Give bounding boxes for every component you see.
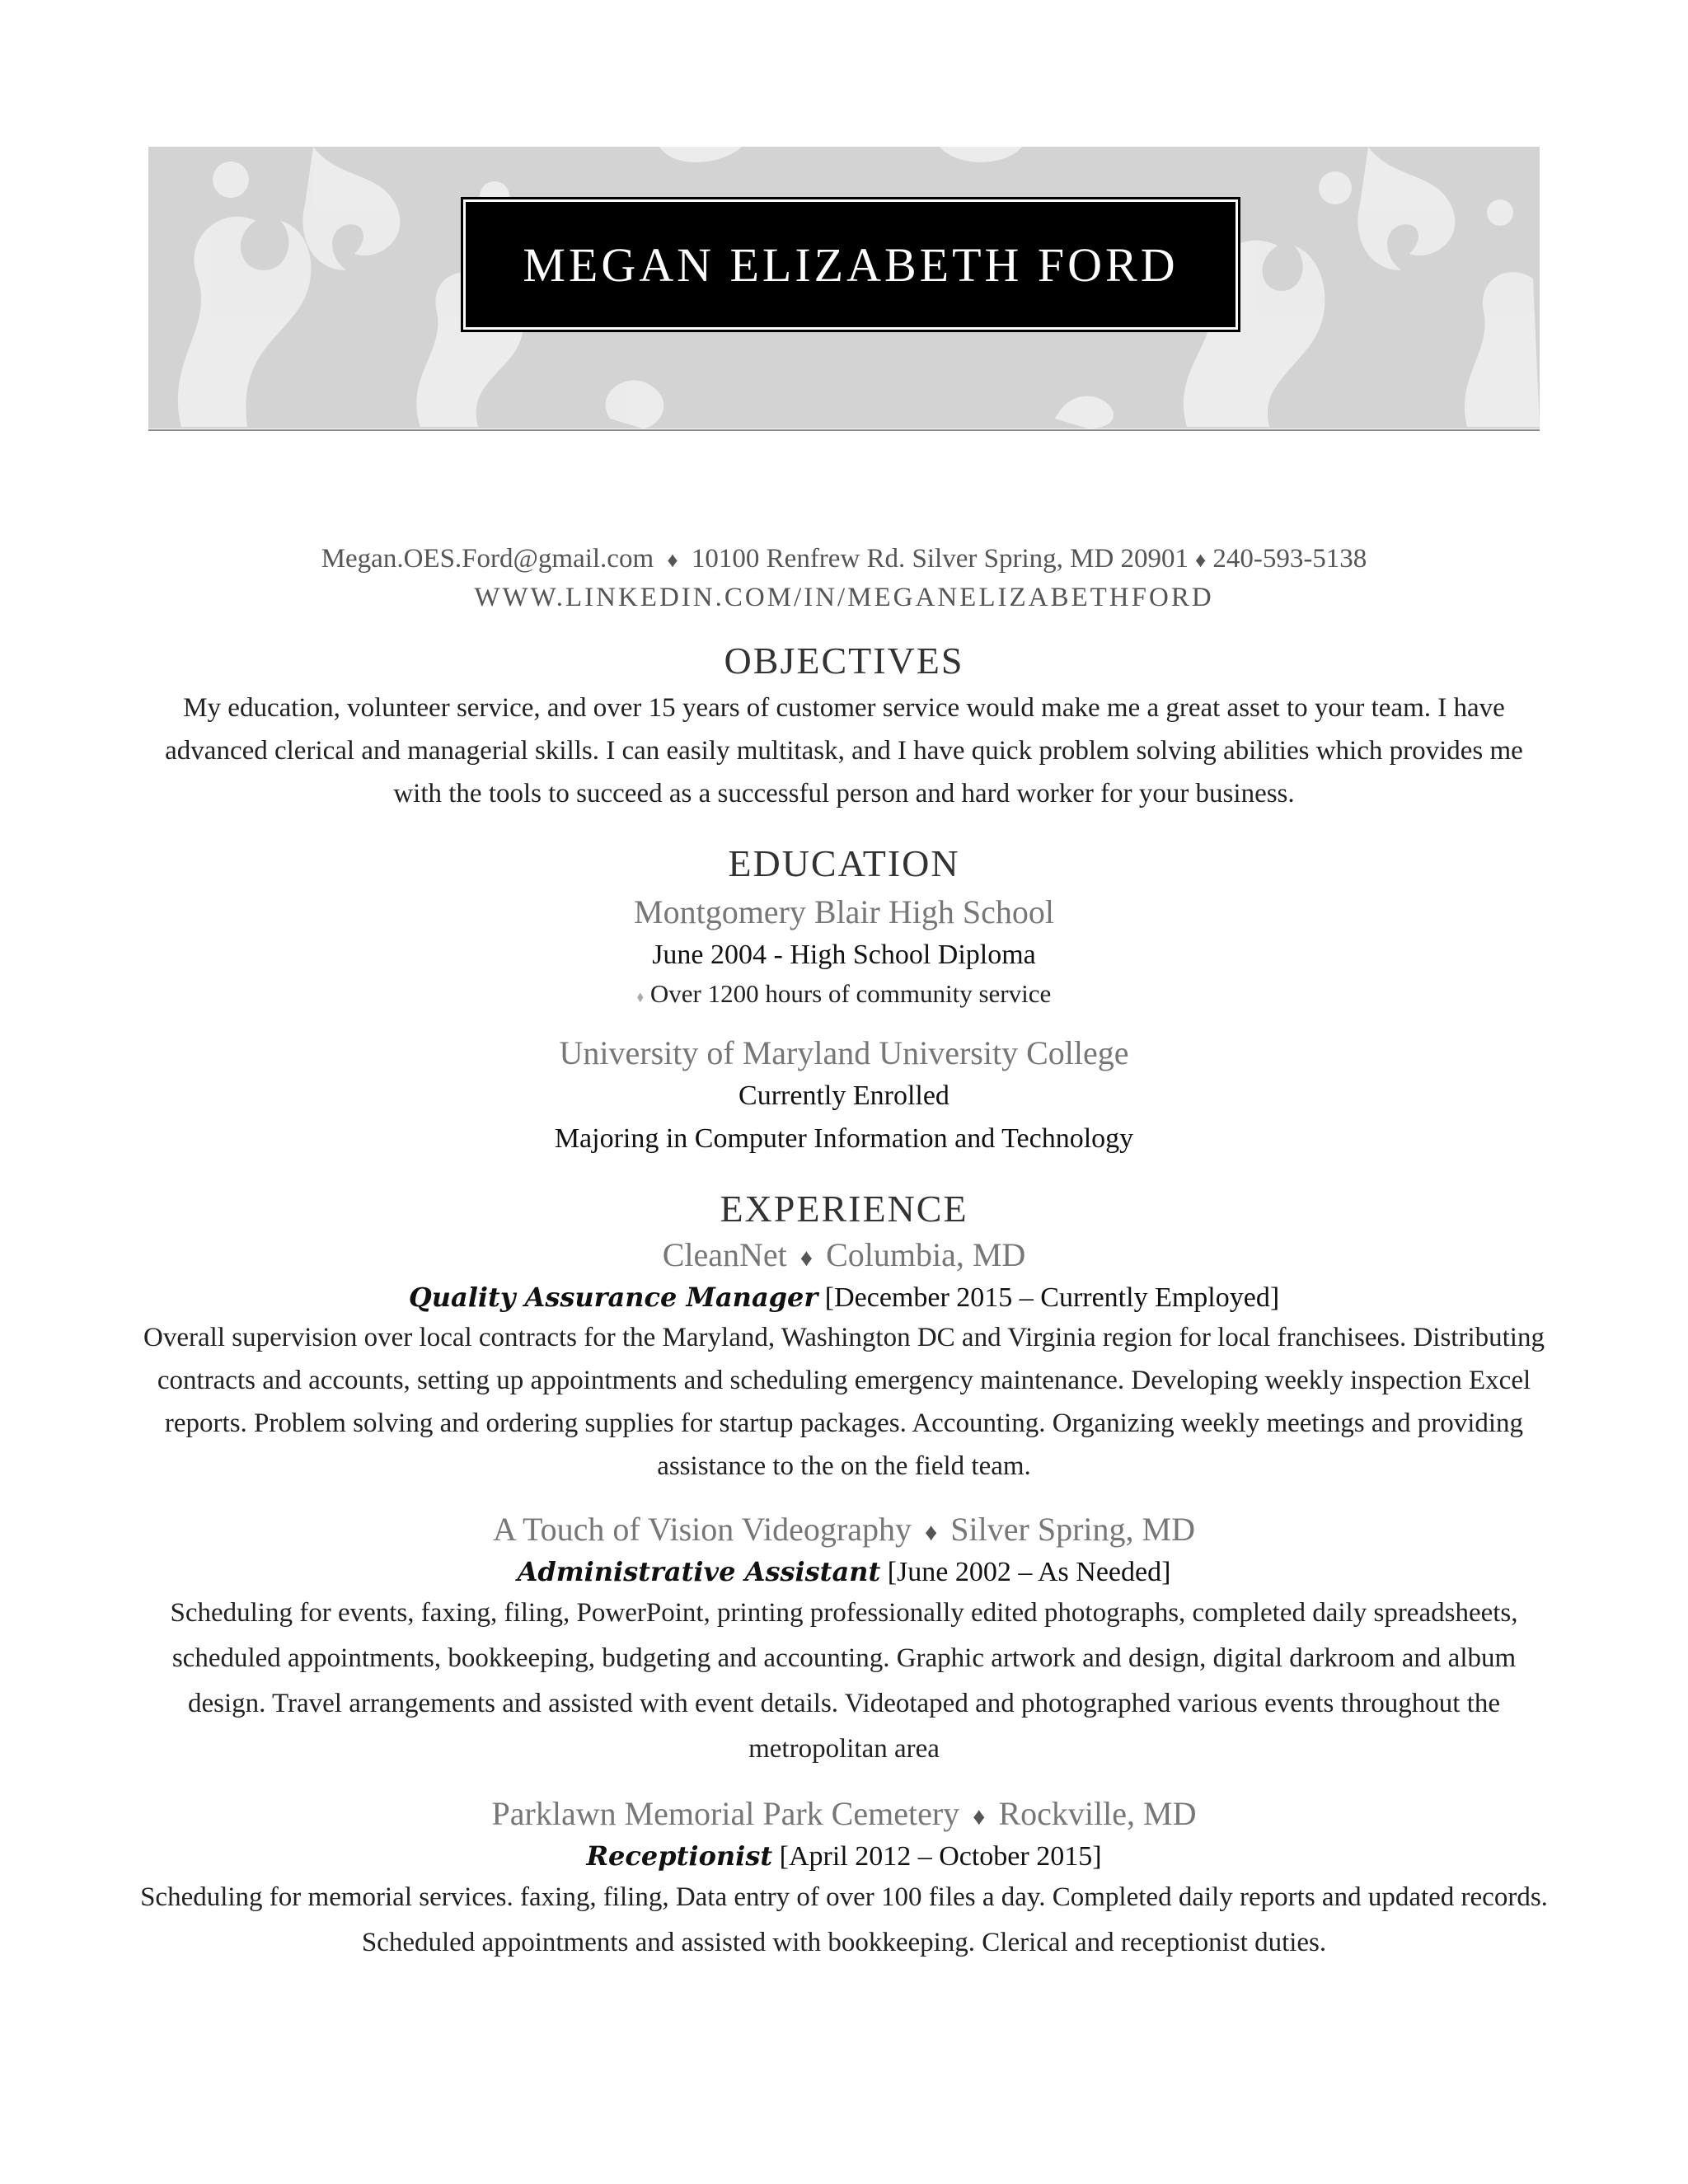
school-detail: June 2004 - High School Diploma	[652, 940, 1036, 971]
school-name: University of Maryland University College	[559, 1034, 1129, 1072]
role-line	[132, 1838, 1556, 1875]
school-detail-text: Over 1200 hours of community service	[649, 979, 1052, 1009]
resume-body	[132, 540, 1556, 1966]
diamond-separator-icon: ♦	[924, 1518, 938, 1546]
employer-line	[132, 1509, 1556, 1554]
job-description: Scheduling for memorial services. faxing, filing, Data entry of over 100 files a day. Completed daily reports and updated records. Scheduled appointments and assisted with bookkeeping. Clerical and receptionist duties.	[140, 1882, 1548, 1957]
school-detail: Currently Enrolled	[738, 1080, 950, 1112]
education-heading: EDUCATION	[728, 842, 960, 885]
bullet-diamond-icon: ⬧	[636, 988, 644, 1005]
email-link[interactable]: Megan.OES.Ford@gmail.com	[321, 544, 654, 574]
role-line	[132, 1279, 1556, 1316]
role-line	[132, 1554, 1556, 1591]
experience-heading: EXPERIENCE	[720, 1188, 968, 1230]
job-dates: [December 2015 – Currently Employed]	[824, 1282, 1280, 1314]
objectives-text: My education, volunteer service, and over 15 years of customer service would make me a great asset to your team. I have advanced clerical and managerial skills. I can easily multitask, and I have quick problem solving abilities which provides me with the tools to succeed as a successful person and hard worker for your business.	[165, 693, 1523, 809]
linkedin-link[interactable]: WWW.LINKEDIN.COM/IN/MEGANELIZABETHFORD	[474, 583, 1214, 613]
company-name: Parklawn Memorial Park Cemetery	[491, 1794, 960, 1832]
job-title: Administrative Assistant	[517, 1555, 881, 1587]
candidate-name: MEGAN ELIZABETH FORD	[523, 237, 1179, 292]
banner-divider	[148, 429, 1540, 431]
job-title: Receptionist	[586, 1840, 773, 1872]
diamond-separator-icon: ♦	[1195, 548, 1207, 573]
diamond-separator-icon: ♦	[973, 1802, 986, 1830]
diamond-separator-icon: ♦	[799, 1244, 814, 1272]
address: 10100 Renfrew Rd. Silver Spring, MD 20901	[691, 544, 1189, 574]
job-title: Quality Assurance Manager	[408, 1282, 818, 1314]
company-location: Rockville, MD	[998, 1794, 1197, 1832]
objectives-heading: OBJECTIVES	[724, 640, 964, 682]
school-name: Montgomery Blair High School	[634, 893, 1054, 931]
phone: 240-593-5138	[1212, 544, 1367, 574]
job-dates: [April 2012 – October 2015]	[779, 1840, 1102, 1872]
company-name: CleanNet	[662, 1236, 787, 1274]
job-description: Overall supervision over local contracts for the Maryland, Washington DC and Virginia region for local franchisees. Distributing contracts and accounts, setting up appointments and scheduling emergency maintenance. Developing weekly inspection Excel reports. Problem solving and ordering supplies for startup packages. Accounting. Organizing weekly meetings and providing assistance to the on the field team.	[143, 1323, 1545, 1482]
employer-line	[132, 1793, 1556, 1838]
diamond-separator-icon: ♦	[667, 548, 678, 573]
employer-line	[132, 1235, 1556, 1279]
job-dates: [June 2002 – As Needed]	[887, 1556, 1171, 1587]
company-name: A Touch of Vision Videography	[493, 1511, 912, 1549]
school-detail: Majoring in Computer Information and Technology	[554, 1123, 1134, 1155]
company-location: Silver Spring, MD	[950, 1511, 1195, 1549]
company-location: Columbia, MD	[826, 1236, 1026, 1274]
name-box	[463, 199, 1238, 330]
job-description: Scheduling for events, faxing, filing, PowerPoint, printing professionally edited photographs, completed daily spreadsheets, scheduled appointments, bookkeeping, budgeting and accounting. Graphic artwork and design, digital darkroom and album design. Travel arrangements and assisted with event details. Videotaped and photographed various events throughout the metropolitan area	[170, 1597, 1518, 1764]
school-detail-bullet	[132, 975, 1556, 1015]
contact-line	[132, 540, 1556, 579]
